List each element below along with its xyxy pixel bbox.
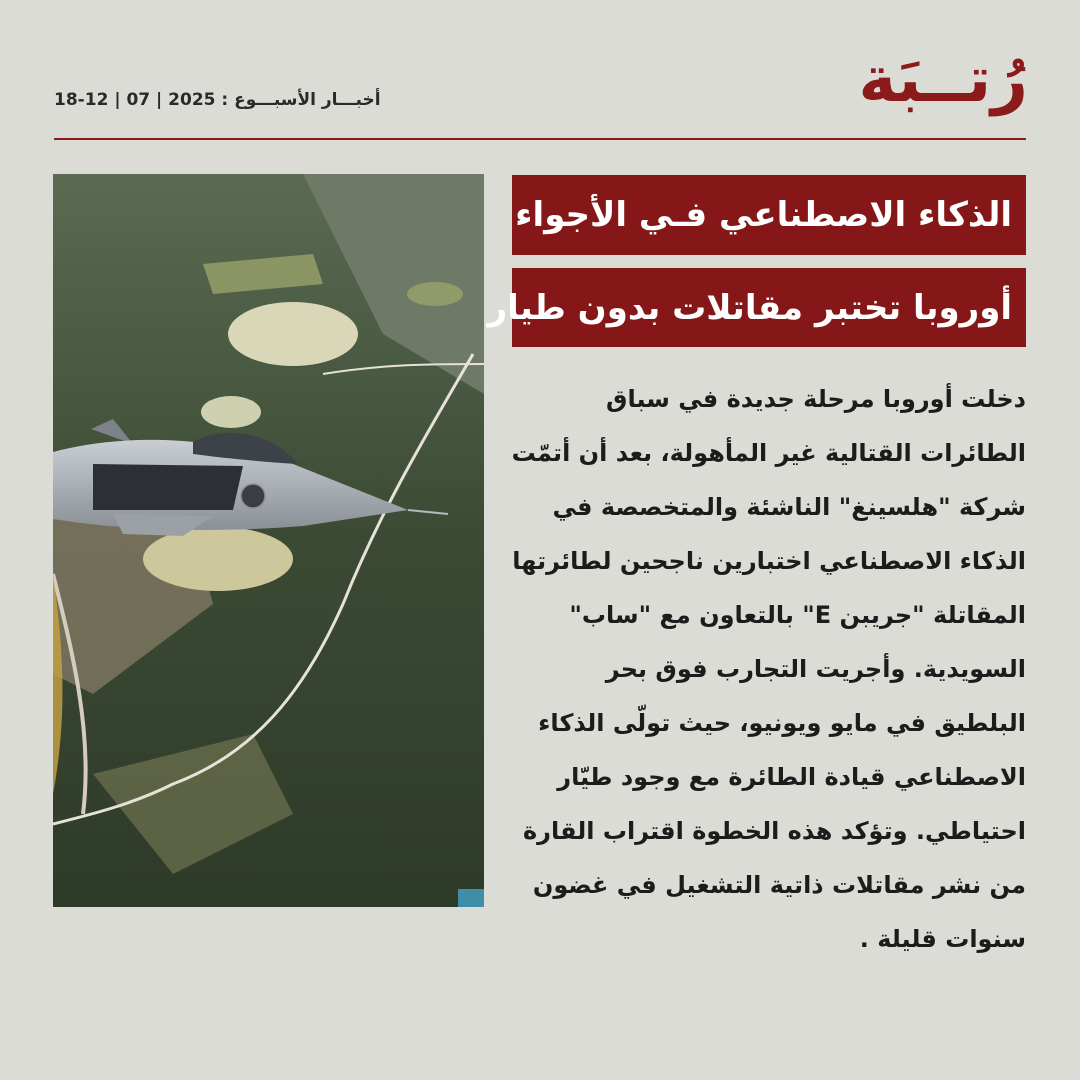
- header-divider: [54, 138, 1026, 140]
- jet-intake: [93, 464, 243, 510]
- issue-date-label: أخبـــار الأسبـــوع : 2025 | 07 | 12-18: [54, 90, 381, 110]
- brand-logo: رُتــبَة: [858, 43, 1028, 117]
- lake-4: [407, 282, 463, 306]
- headline-line-1: الذكاء الاصطناعي فـي الأجواء: [512, 175, 1026, 255]
- water-corner: [458, 889, 484, 907]
- lake-2: [201, 396, 261, 428]
- headline-line-2: أوروبا تختبر مقاتلات بدون طيار: [512, 268, 1026, 347]
- fighter-jet-photo: [53, 174, 484, 907]
- lake-3: [143, 527, 293, 591]
- lake-1: [228, 302, 358, 366]
- article-body: دخلت أوروبا مرحلة جديدة في سباق الطائرات القتالية غير المأهولة، بعد أن أتمّت شركة "هلسينغ" الناشئة والمتخصصة في الذكاء الاصطناعي اختبارين ناجحين لطائرتها المقاتلة "جريبن E" بالتعاون مع "ساب" السويدية. وأجريت التجارب فوق بحر البلطيق في مايو ويونيو، حيث تولّى الذكاء الاصطناعي قيادة الطائرة مع وجود طيّار احتياطي. وتؤكد هذه الخطوة اقتراب القارة من نشر مقاتلات ذاتية التشغيل في غضون سنوات قليلة .: [511, 385, 1026, 953]
- jet-roundel: [241, 484, 265, 508]
